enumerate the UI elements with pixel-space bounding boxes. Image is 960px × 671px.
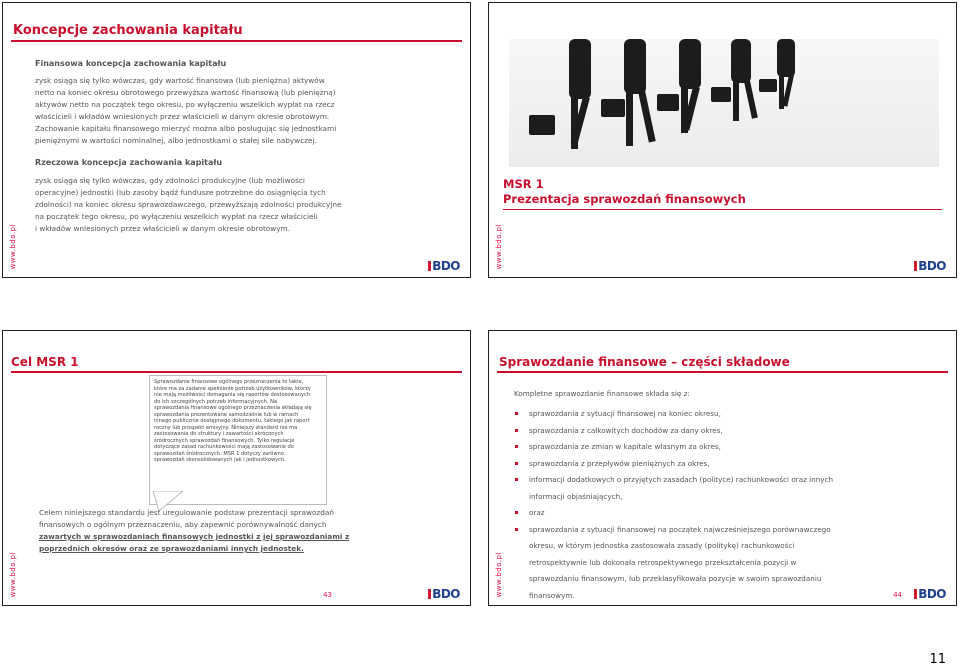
text-line: zysk osiąga się tylko wówczas, gdy zdolności produkcyjne (lub możliwości (35, 176, 305, 185)
text-line: Zachowanie kapitału finansowego mierzyć można albo posługując się jednostkami (35, 124, 337, 133)
list-item: informacji dodatkowych o przyjętych zasadach (polityce) rachunkowości oraz innych informacji objaśniających, (515, 472, 845, 505)
slide-cel-msr1 (2, 330, 471, 606)
text-line: aktywów netto na początek tego okresu, po wyłączeniu wszelkich wypłat na rzecz (35, 100, 335, 109)
text-line: zysk osiąga się tylko wówczas, gdy wartość finansowa (lub pieniężna) aktywów (35, 76, 325, 85)
page-number: 11 (929, 652, 946, 667)
box-line: roczny lub prospekt emisyjny. Niniejszy standard nie ma (154, 424, 298, 431)
box-line: sprawozdań skonsolidowanych jak i jednostkowych. (154, 457, 286, 463)
box-line: dotyczące zasad rachunkowości mają zastosowanie do (154, 444, 294, 450)
text-line: na początek tego okresu, po wyłączeniu wszelkich wypłat na rzecz właścicieli (35, 212, 318, 221)
text-line: netto na koniec okresu obrotowego przewyższa wartość finansową (lub pieniężną) (35, 88, 336, 97)
slide-number: 43 (323, 591, 332, 599)
side-url: www.bdo.pl (9, 551, 17, 597)
section-heading-financial: Finansowa koncepcja zachowania kapitału (35, 59, 227, 68)
slide-koncepcje (2, 2, 471, 278)
list-item: sprawozdania z przepływów pieniężnych za okres, (515, 456, 845, 473)
section-text-physical (35, 175, 455, 235)
msr1-title (503, 177, 746, 207)
title-underline (11, 40, 462, 42)
text-line: właścicieli i wkładów wniesionych przez właścicieli w danym okresie obrotowym. (35, 112, 330, 121)
box-line: innego publicznie dostępnego dokumentu, takiego jak raport (154, 418, 310, 424)
box-line: śródrocznych sprawozdań finansowych. Tylko regulacje (154, 437, 295, 444)
slide-czesci-skladowe (488, 330, 957, 606)
list-item: sprawozdania z sytuacji finansowej na koniec okresu, (515, 406, 845, 423)
text-line: operacyjne) jednostki (lub zasoby bądź fundusze potrzebne do osiągnięcia tych (35, 188, 326, 197)
list-item: sprawozdania z całkowitych dochodów za dany okres, (515, 423, 845, 440)
bdo-logo: BDO (428, 587, 460, 601)
slide-title: Sprawozdanie finansowe – części składowe (499, 355, 790, 369)
component-list (515, 389, 845, 604)
box-line: Sprawozdanie finansowe ogólnego przeznaczenia to takie, (154, 379, 304, 385)
box-line: nie mają możliwości domagania się raportów dostosowanych (154, 392, 310, 398)
text-line: zdolności) na koniec okresu sprawozdawczego, przewyższają zdolności produkcyjne (35, 200, 342, 209)
box-line: zastosowania do struktury i zawartości skróconych (154, 431, 284, 437)
bdo-logo: BDO (914, 587, 946, 601)
side-url: www.bdo.pl (495, 223, 503, 269)
definition-box (149, 375, 327, 505)
side-url: www.bdo.pl (495, 551, 503, 597)
section-text-financial (35, 75, 455, 147)
box-line: do ich szczególnych potrzeb informacyjnych. Na (154, 398, 278, 405)
text-line: finansowych o ogólnym przeznaczeniu, aby zapewnić porównywalność danych (39, 520, 327, 529)
msr1-title-line1: MSR 1 (503, 177, 544, 191)
cel-text (39, 507, 359, 555)
box-line: sprawozdania finansowe ogólnego przeznaczenia składają się (154, 405, 312, 411)
list-item: sprawozdania z sytuacji finansowej na początek najwcześniejszego porównawczego okresu, w którym jednostka zastosowała zasady (politykę) rachunkowości retrospektywnie lub dokonała retrospektywnego przekształcenia pozycji w sprawozdaniu finansowym, lub przeklasyfikowała pozycje w swoim sprawozdaniu finansowym. (515, 522, 845, 605)
walking-businessmen-illustration (509, 39, 939, 167)
list-item: sprawozdania ze zmian w kapitale własnym za okres, (515, 439, 845, 456)
slide-title: Cel MSR 1 (11, 355, 79, 369)
msr1-title-line2: Prezentacja sprawozdań finansowych (503, 192, 746, 206)
slide-number: 44 (893, 591, 902, 599)
list-intro: Kompletne sprawozdanie finansowe składa się z: (514, 389, 690, 398)
title-underline (497, 371, 948, 373)
text-line: poprzednich okresów oraz ze sprawozdaniami innych jednostek. (39, 544, 304, 553)
bdo-logo: BDO (428, 259, 460, 273)
slide-msr1-cover (488, 2, 957, 278)
business-people-photo (509, 39, 939, 167)
text-line: pieniężnymi w wartości nominalnej, albo jednostkami o stałej sile nabywczej. (35, 136, 317, 145)
list-item: oraz (515, 505, 845, 522)
title-underline (11, 371, 462, 373)
title-underline (503, 209, 942, 210)
box-line: które ma za zadanie spełnienie potrzeb użytkowników, którzy (154, 385, 311, 392)
text-line: zawartych w sprawozdaniach finansowych jednostki z jej sprawozdaniami z (39, 532, 350, 541)
box-line: sprawozdań śródrocznych. MSR 1 dotyczy zarówno (154, 450, 284, 457)
slide-title: Koncepcje zachowania kapitału (13, 23, 243, 38)
text-line: i wkładów wniesionych przez właścicieli w danym okresie obrotowym. (35, 224, 290, 233)
box-line: sprawozdania prezentowane samodzielnie lub w ramach (154, 411, 299, 418)
text-line: Celem niniejszego standardu jest uregulowanie podstaw prezentacji sprawozdań (39, 508, 334, 517)
section-heading-physical: Rzeczowa koncepcja zachowania kapitału (35, 158, 223, 167)
side-url: www.bdo.pl (9, 223, 17, 269)
bdo-logo: BDO (914, 259, 946, 273)
